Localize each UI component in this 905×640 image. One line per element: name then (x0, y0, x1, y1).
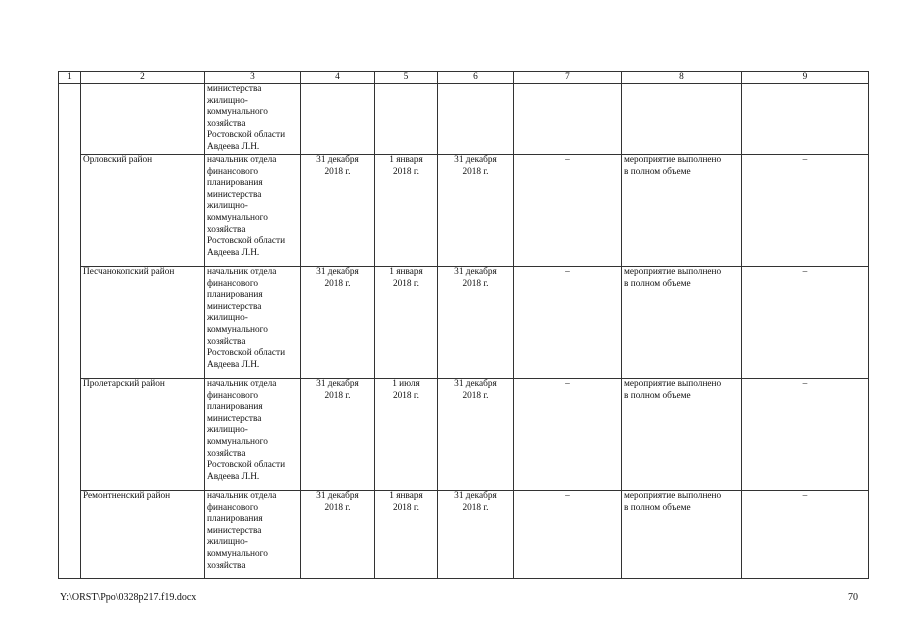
note-cell: – (742, 155, 869, 267)
result-cell: мероприятие выполнено в полном объеме (622, 155, 742, 267)
date-cell: 1 января 2018 г. (375, 491, 438, 579)
result-cell: мероприятие выполнено в полном объеме (622, 267, 742, 379)
date-cell (301, 84, 375, 155)
date-cell: 31 декабря 2018 г. (301, 379, 375, 491)
column-header: 9 (742, 72, 869, 84)
note-cell: – (742, 491, 869, 579)
note-cell: – (742, 379, 869, 491)
date-cell: 31 декабря 2018 г. (301, 491, 375, 579)
result-cell: мероприятие выполнено в полном объеме (622, 491, 742, 579)
table-row (59, 267, 869, 379)
table-row (59, 155, 869, 267)
responsible-cell: начальник отдела финансового планирования министерства жилищно- коммунального хозяйства Ростовской области Авдеева Л.Н. (205, 155, 301, 267)
plan-table (58, 71, 869, 579)
value-cell: – (514, 379, 622, 491)
result-cell: мероприятие выполнено в полном объеме (622, 379, 742, 491)
responsible-cell: начальник отдела финансового планирования министерства жилищно- коммунального хозяйства (205, 491, 301, 579)
value-cell: – (514, 155, 622, 267)
value-cell: – (514, 267, 622, 379)
date-cell (375, 84, 438, 155)
district-cell (81, 84, 205, 155)
responsible-cell: начальник отдела финансового планирования министерства жилищно- коммунального хозяйства Ростовской области Авдеева Л.Н. (205, 267, 301, 379)
page-number: 70 (848, 592, 858, 603)
district-cell: Песчанокопский район (81, 267, 205, 379)
column-header: 7 (514, 72, 622, 84)
table-header-row (59, 72, 869, 84)
value-cell: – (514, 491, 622, 579)
responsible-cell: начальник отдела финансового планирования министерства жилищно- коммунального хозяйства Ростовской области Авдеева Л.Н. (205, 379, 301, 491)
file-path-footer: Y:\ORST\Ppo\0328p217.f19.docx (60, 592, 197, 603)
note-cell (742, 84, 869, 155)
district-cell: Орловский район (81, 155, 205, 267)
date-cell: 1 июля 2018 г. (375, 379, 438, 491)
date-cell: 31 декабря 2018 г. (301, 155, 375, 267)
table-row (59, 84, 869, 155)
value-cell (514, 84, 622, 155)
date-cell: 1 января 2018 г. (375, 155, 438, 267)
column-header: 6 (438, 72, 514, 84)
column-header: 4 (301, 72, 375, 84)
date-cell: 1 января 2018 г. (375, 267, 438, 379)
table-row (59, 379, 869, 491)
date-cell: 31 декабря 2018 г. (438, 491, 514, 579)
date-cell (438, 84, 514, 155)
date-cell: 31 декабря 2018 г. (438, 267, 514, 379)
result-cell (622, 84, 742, 155)
district-cell: Пролетарский район (81, 379, 205, 491)
date-cell: 31 декабря 2018 г. (301, 267, 375, 379)
column-header: 1 (59, 72, 81, 84)
column-header: 5 (375, 72, 438, 84)
column-header: 8 (622, 72, 742, 84)
district-cell: Ремонтненский район (81, 491, 205, 579)
note-cell: – (742, 267, 869, 379)
date-cell: 31 декабря 2018 г. (438, 379, 514, 491)
row-number-cell (59, 84, 81, 579)
column-header: 2 (81, 72, 205, 84)
date-cell: 31 декабря 2018 г. (438, 155, 514, 267)
column-header: 3 (205, 72, 301, 84)
table-row (59, 491, 869, 579)
responsible-cell: министерства жилищно- коммунального хозяйства Ростовской области Авдеева Л.Н. (205, 84, 301, 155)
